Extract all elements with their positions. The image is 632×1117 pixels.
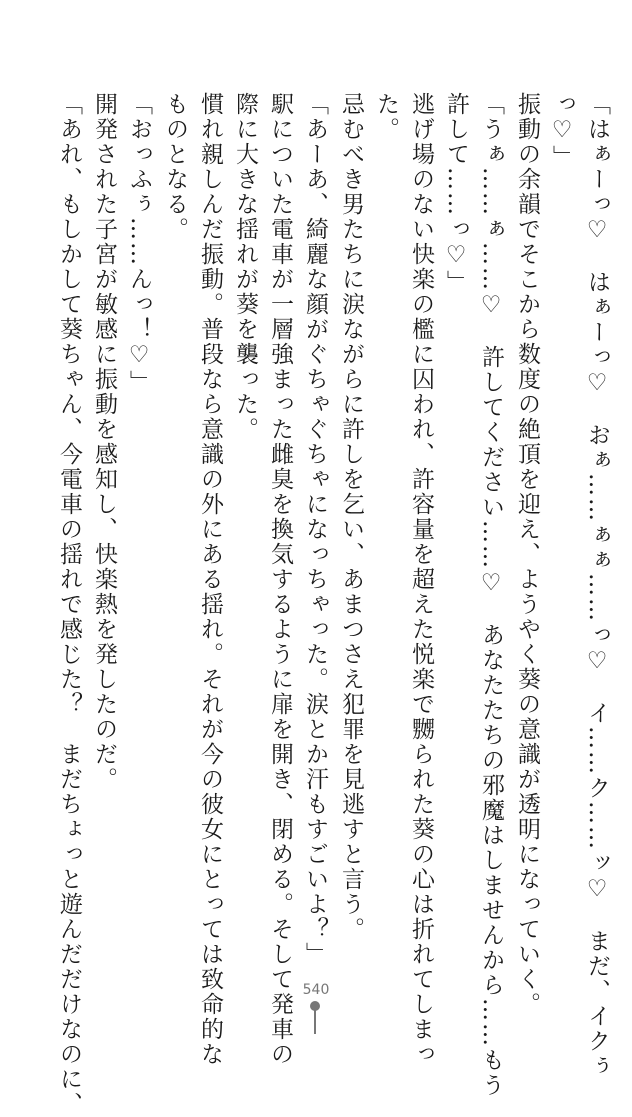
page-number: 540 [302,982,330,998]
text-line: た。 [373,92,399,142]
text-line: 許して……っ♡」 [443,92,469,295]
text-line: 忌むべき男たちに涙ながらに許しを乞い、あまつさえ犯罪を見逃すと言う。 [338,92,364,942]
text-line: ものとなる。 [162,92,188,242]
text-line: 開発された子宮が敏感に振動を感知し、快楽熱を発したのだ。 [91,92,117,792]
text-line: 逃げ場のない快楽の檻に囚われ、許容量を超えた悦楽で嬲られた葵の心は折れてしまっ [408,92,434,1067]
text-line: 「はぁーっ♡ はぁーっ♡ おぁ……ぁぁ……っ♡ イ……ク……ッ♡ まだ、イクぅ [584,92,610,1079]
page-marker-line [314,1010,316,1034]
text-line: 振動の余韻でそこから数度の絶頂を迎え、ようやく葵の意識が透明になっていく。 [514,92,540,1017]
text-line: 「あーあ、綺麗な顔がぐちゃぐちゃになっちゃった。涙とか汗もすごいよ？」 [302,92,328,967]
text-line: 「おっふぅ……んっ！♡」 [126,92,152,395]
text-line: 慣れ親しんだ振動。普段なら意識の外にある揺れ。それが今の彼女にとっては致命的な [197,92,223,1067]
text-line: 駅についた電車が一層強まった雌臭を換気するように扉を開き、閉める。そして発車の [267,92,293,1067]
text-line: っ♡」 [549,92,575,170]
text-line: 「うぁ……ぁ……♡ 許してください……♡ あなたたちの邪魔はしませんから……もう [478,92,504,1098]
text-line: 「あれ、もしかして葵ちゃん、今電車の揺れで感じた？ まだちょっと遊んだだけなのに、 [56,92,82,1117]
text-line: 際に大きな揺れが葵を襲った。 [232,92,258,442]
